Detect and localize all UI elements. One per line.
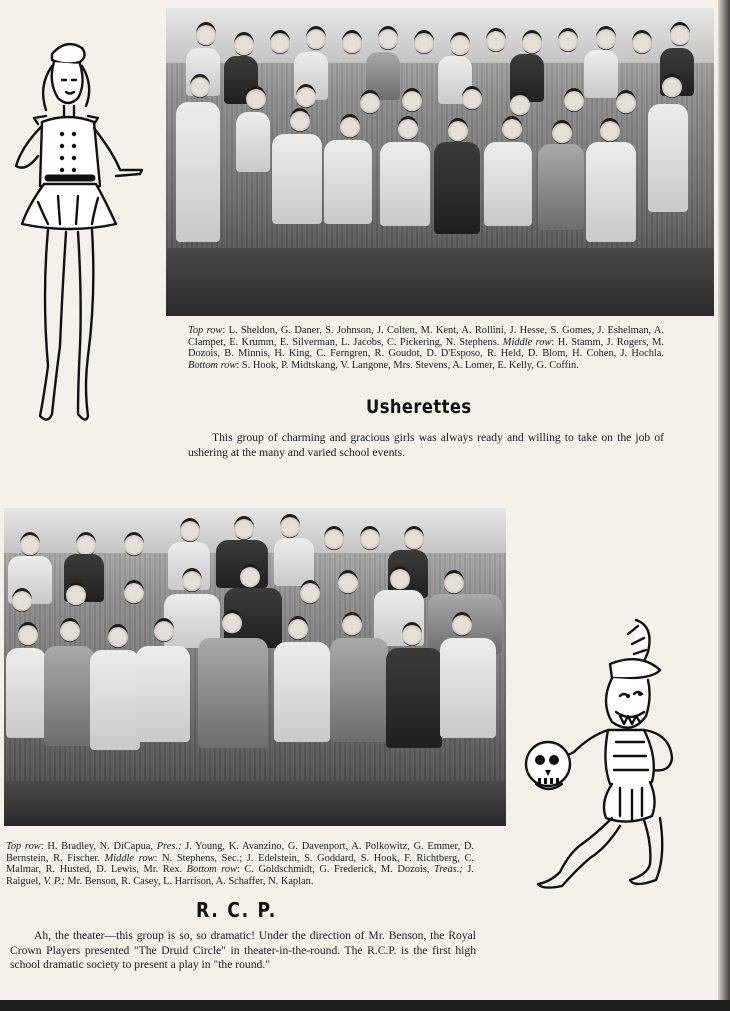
rcp-heading: R. C. P. bbox=[196, 898, 277, 922]
usherettes-caption bbox=[188, 325, 664, 371]
usherettes-paragraph-text: This group of charming and gracious girls was always ready and willing to take on the job of ushering at the many and varied school events. bbox=[188, 431, 664, 459]
rcp-paragraph-text: Ah, the theater—this group is so, so dramatic! Under the direction of Mr. Benson, the Royal Crown Players presented "The Druid Circle" in theater-in-the-round. The R.C.P. is the first high school dramatic society to present a play in "the round." bbox=[10, 929, 476, 972]
rcp-top-row-names-b: J. Young, K. Avanzino, G. Davenport, A. Polkowitz, G. Emmer, D. Bernstein, R. Fischer. bbox=[6, 841, 474, 864]
usherettes-group-photo bbox=[166, 8, 714, 316]
book-spine-edge bbox=[718, 0, 730, 1011]
drum-majorette-illustration bbox=[8, 36, 148, 436]
rcp-middle-row-label: Middle row bbox=[104, 852, 155, 864]
jester-with-skull-illustration bbox=[520, 612, 690, 902]
page-bottom-edge bbox=[0, 1000, 730, 1011]
rcp-paragraph bbox=[10, 929, 476, 973]
rcp-middle-row-names: : N. Stephens, Sec.; J. Edelstein, S. Goddard, S. Hook, F. Richtberg, C. Malmar, R. Husted, D. Lewis, Mr. Rex. bbox=[6, 852, 474, 876]
usherettes-heading: Usherettes bbox=[366, 396, 472, 418]
usherettes-bottom-row-names: : S. Hook, P. Midtskang, V. Langone, Mrs. Stevens, A. Lomer, E. Kelly, G. Coffin. bbox=[236, 359, 579, 371]
rcp-top-row-names-a: : H. Bradley, N. DiCapua, bbox=[40, 841, 157, 852]
rcp-bottom-row-names-a: : C. Goldschmidt, G. Frederick, M. Dozois, bbox=[237, 864, 434, 876]
usherettes-paragraph bbox=[188, 431, 664, 460]
usherettes-bottom-row-label: Bottom row bbox=[188, 359, 237, 371]
rcp-bottom-row-names-b: J. Raiguel, bbox=[6, 864, 474, 887]
rcp-bottom-row-names-c: Mr. Benson, R. Casey, L. Harrison, A. Schaffer, N. Kaplan. bbox=[64, 875, 314, 887]
usherettes-middle-row-label: Middle row bbox=[502, 336, 552, 348]
usherettes-top-row-label: Top row bbox=[188, 325, 223, 336]
rcp-group-photo bbox=[4, 508, 506, 826]
rcp-vp-label: V. P.; bbox=[43, 875, 65, 887]
rcp-treas-label: Treas.; bbox=[434, 864, 463, 876]
rcp-caption bbox=[6, 841, 474, 887]
usherettes-top-row-names: : L. Sheldon, G. Daner, S. Johnson, J. Colten, M. Kent, A. Rollini, J. Hesse, S. Gomes, J. Eshelman, A. Clampet, E. Krumm, E. Silverman, L. Jacobs, C. Pickering, N. Stephens. bbox=[188, 325, 664, 348]
rcp-bottom-row-label: Bottom row bbox=[186, 864, 238, 876]
rcp-pres-label: Pres.; bbox=[156, 841, 182, 852]
usherettes-middle-row-names: : H. Stamm, J. Rogers, M. Dozois, B. Minnis, H. King, C. Ferngren, R. Goudot, D. D'Esposo, R. Held, D. Blom, H. Cohen, J. Hochla. bbox=[188, 336, 664, 360]
rcp-top-row-label: Top row bbox=[6, 841, 41, 852]
